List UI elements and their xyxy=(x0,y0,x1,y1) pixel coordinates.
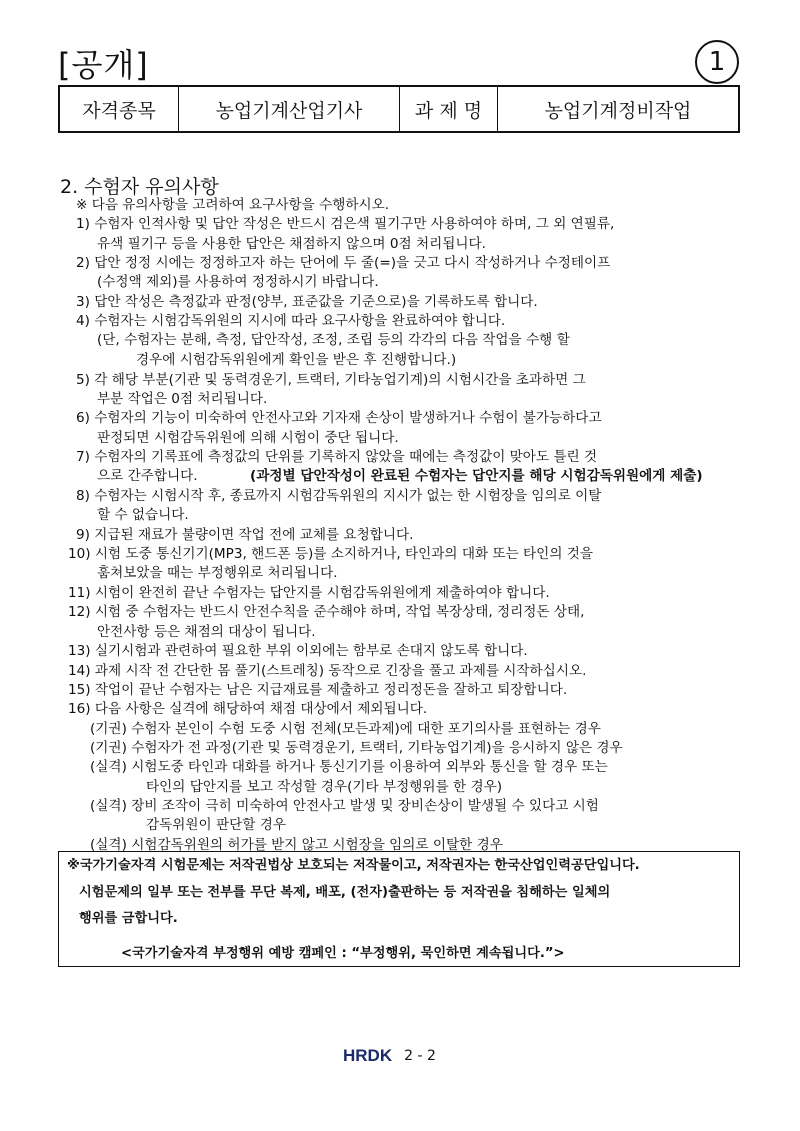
list-item: 3) 답안 작성은 측정값과 판정(양부, 표준값을 기준으로)을 기록하도록 합니다. xyxy=(76,294,538,310)
list-item: 할 수 없습니다. xyxy=(97,507,189,523)
list-item: 타인의 답안지를 보고 작성할 경우(기타 부정행위를 한 경우) xyxy=(146,779,503,795)
list-item: 13) 실기시험과 관련하여 필요한 부위 이외에는 함부로 손대지 않도록 합니다. xyxy=(68,643,528,659)
list-item: (실격) 시험감독위원의 허가를 받지 않고 시험장을 임의로 이탈한 경우 xyxy=(90,837,503,853)
disclosure-tag: [공개] xyxy=(58,46,149,84)
list-item: 15) 작업이 끝난 수험자는 남은 지급재료를 제출하고 정리정돈을 잘하고 퇴장합니다. xyxy=(68,682,568,698)
copyright-notice-box xyxy=(58,851,740,967)
header-label-task: 과 제 명 xyxy=(400,87,498,131)
copyright-line: 행위를 금합니다. xyxy=(79,911,178,926)
list-item: 유색 필기구 등을 사용한 답안은 채점하지 않으며 0점 처리됩니다. xyxy=(97,236,486,252)
campaign-line: <국가기술자격 부정행위 예방 캠페인 : “부정행위, 묵인하면 계속됩니다.”> xyxy=(121,946,565,961)
copyright-line: ※국가기술자격 시험문제는 저작권법상 보호되는 저작물이고, 저작권자는 한국산업인력공단입니다. xyxy=(67,858,640,873)
copyright-line: 시험문제의 일부 또는 전부를 무단 복제, 배포, (전자)출판하는 등 저작권을 침해하는 일체의 xyxy=(79,885,611,900)
list-item: 판정되면 시험감독위원에 의해 시험이 중단 됩니다. xyxy=(97,430,399,446)
list-item: 6) 수험자의 기능이 미숙하여 안전사고와 기자재 손상이 발생하거나 수험이 불가능하다고 xyxy=(76,410,602,426)
list-item: 16) 다음 사항은 실격에 해당하여 채점 대상에서 제외됩니다. xyxy=(68,701,428,717)
header-label-qualification: 자격종목 xyxy=(60,87,179,131)
page-number-badge: 1 xyxy=(695,40,739,84)
list-item: 으로 간주합니다. xyxy=(97,468,198,484)
list-item: 14) 과제 시작 전 간단한 몸 풀기(스트레칭) 동작으로 긴장을 풀고 과제를 시작하십시오. xyxy=(68,663,587,679)
footer-page-number: 2 - 2 xyxy=(404,1048,436,1064)
header-value-task: 농업기계정비작업 xyxy=(544,99,692,122)
list-item: 안전사항 등은 채점의 대상이 됩니다. xyxy=(97,624,316,640)
hrdk-logo: HRDK xyxy=(343,1046,393,1065)
list-item: (수정액 제외)를 사용하여 정정하시기 바랍니다. xyxy=(97,274,379,290)
header-value-qualification: 농업기계산업기사 xyxy=(179,87,400,131)
list-item: 경우에 시험감독위원에게 확인을 받은 후 진행합니다.) xyxy=(136,352,457,368)
list-item: ※ 다음 유의사항을 고려하여 요구사항을 수행하시오. xyxy=(76,197,390,213)
list-item: 4) 수험자는 시험감독위원의 지시에 따라 요구사항을 완료하여야 합니다. xyxy=(76,313,506,329)
page-footer xyxy=(343,1046,436,1066)
list-item: (실격) 장비 조작이 극히 미숙하여 안전사고 발생 및 장비손상이 발생될 수 있다고 시험 xyxy=(90,798,599,814)
list-item: 10) 시험 도중 통신기기(MP3, 핸드폰 등)를 소지하거나, 타인과의 대화 또는 타인의 것을 xyxy=(68,546,594,562)
list-item: 훔쳐보았을 때는 부정행위로 처리됩니다. xyxy=(97,565,338,581)
list-item: 2) 답안 정정 시에는 정정하고자 하는 단어에 두 줄(=)을 긋고 다시 작성하거나 수정테이프 xyxy=(76,255,611,271)
list-item: 5) 각 해당 부분(기관 및 동력경운기, 트랙터, 기타농업기계)의 시험시간을 초과하면 그 xyxy=(76,372,586,388)
list-item-emphasis: (과정별 답안작성이 완료된 수험자는 답안지를 해당 시험감독위원에게 제출) xyxy=(250,468,703,484)
list-item: 부분 작업은 0점 처리됩니다. xyxy=(97,391,268,407)
list-item: (단, 수험자는 분해, 측정, 답안작성, 조정, 조립 등의 각각의 다음 작업을 수행 할 xyxy=(97,332,570,348)
list-item: 12) 시험 중 수험자는 반드시 안전수칙을 준수해야 하며, 작업 복장상태, 정리정돈 상태, xyxy=(68,604,585,620)
list-item: (실격) 시험도중 타인과 대화를 하거나 통신기기를 이용하여 외부와 통신을 할 경우 또는 xyxy=(90,759,608,775)
list-item: 8) 수험자는 시험시작 후, 종료까지 시험감독위원의 지시가 없는 한 시험장을 임의로 이탈 xyxy=(76,488,602,504)
exam-header-table xyxy=(58,85,740,133)
list-item: 1) 수험자 인적사항 및 답안 작성은 반드시 검은색 필기구만 사용하여야 하며, 그 외 연필류, xyxy=(76,216,615,232)
list-item: 7) 수험자의 기록표에 측정값의 단위를 기록하지 않았을 때에는 측정값이 맞아도 틀린 것 xyxy=(76,449,598,465)
list-item: (기권) 수험자 본인이 수험 도중 시험 전체(모든과제)에 대한 포기의사를 표현하는 경우 xyxy=(90,721,601,737)
list-item: (기권) 수험자가 전 과정(기관 및 동력경운기, 트랙터, 기타농업기계)을 응시하지 않은 경우 xyxy=(90,740,623,756)
list-item: 감독위원이 판단할 경우 xyxy=(146,817,286,833)
list-item: 9) 지급된 재료가 불량이면 작업 전에 교체를 요청합니다. xyxy=(76,527,414,543)
list-item: 11) 시험이 완전히 끝난 수험자는 답안지를 시험감독위원에게 제출하여야 합니다. xyxy=(68,585,550,601)
section-title: 2. 수험자 유의사항 xyxy=(60,176,219,198)
